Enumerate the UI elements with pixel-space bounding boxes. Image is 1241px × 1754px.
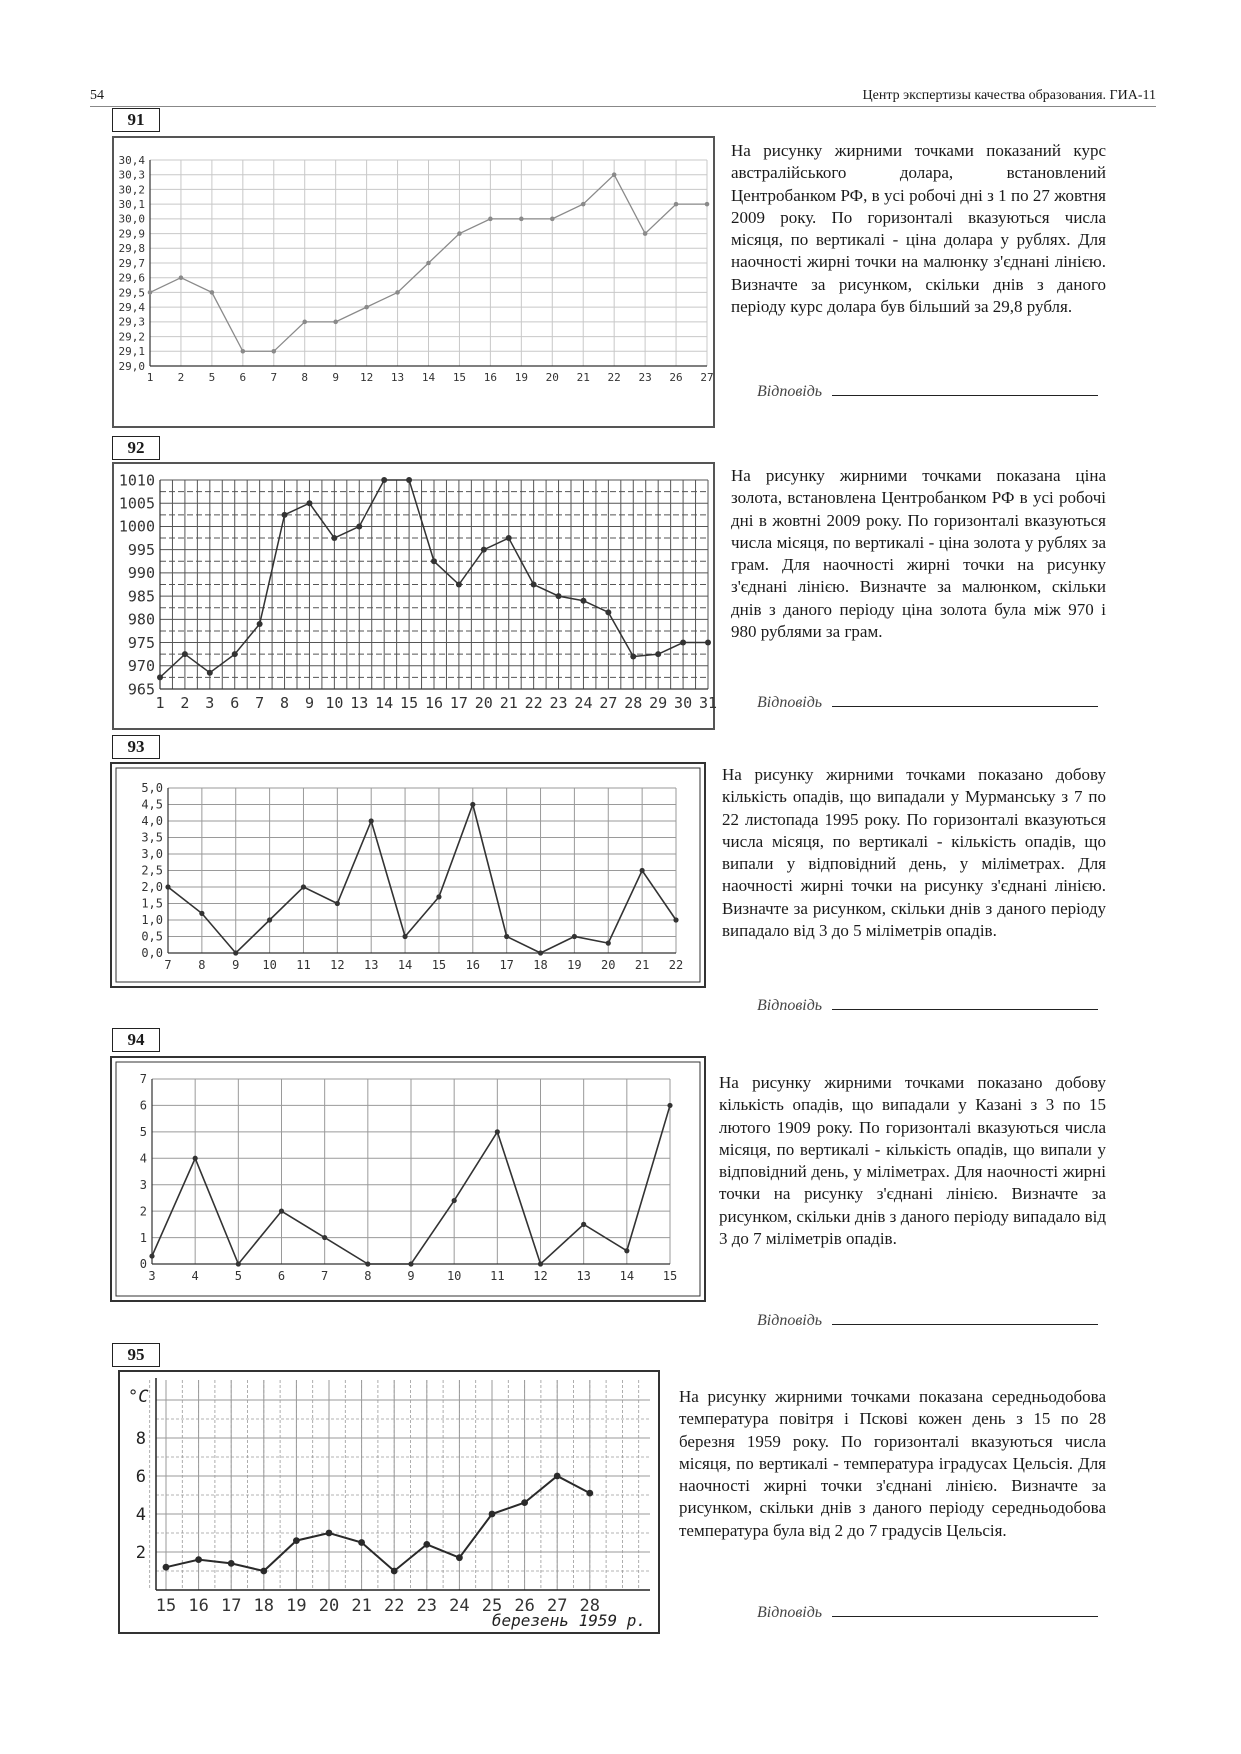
x-tick-label: 14 xyxy=(619,1269,635,1283)
data-point xyxy=(257,621,263,627)
x-tick-label: 17 xyxy=(449,694,468,712)
data-point xyxy=(550,217,555,222)
data-point xyxy=(488,217,493,222)
data-point xyxy=(301,884,306,889)
x-tick-label: 20 xyxy=(545,371,559,384)
data-point xyxy=(195,1556,202,1563)
y-tick-label: 29,1 xyxy=(118,345,145,359)
y-tick-label: 5,0 xyxy=(141,781,163,796)
task-number-94: 94 xyxy=(112,1028,160,1052)
x-tick-label: 6 xyxy=(277,1269,286,1283)
x-tick-label: 26 xyxy=(514,1596,535,1616)
data-point xyxy=(436,894,441,899)
y-tick-label: 1,5 xyxy=(141,896,163,911)
x-tick-label: 17 xyxy=(499,958,514,972)
x-tick-label: 3 xyxy=(205,694,215,712)
data-point xyxy=(260,1568,267,1575)
data-point xyxy=(163,1564,170,1571)
data-point xyxy=(521,1499,528,1506)
x-tick-label: 7 xyxy=(255,694,265,712)
data-point xyxy=(267,917,272,922)
x-tick-label: 13 xyxy=(363,958,379,972)
x-tick-label: 7 xyxy=(164,958,172,972)
data-point xyxy=(470,802,475,807)
x-tick-label: 16 xyxy=(188,1596,209,1616)
data-point xyxy=(165,884,170,889)
x-tick-label: 27 xyxy=(546,1596,568,1616)
data-point xyxy=(606,941,611,946)
data-point xyxy=(655,651,661,657)
chart-pskov-temp xyxy=(118,1370,660,1634)
y-tick-label: 29,5 xyxy=(118,286,145,300)
data-point xyxy=(358,1539,365,1546)
x-tick-label: 18 xyxy=(253,1596,275,1616)
data-point xyxy=(495,1129,500,1134)
data-point xyxy=(182,651,188,657)
data-point xyxy=(506,535,512,541)
y-tick-label: 6 xyxy=(139,1098,147,1113)
answer-field-95[interactable] xyxy=(832,1602,1098,1617)
x-tick-label: 21 xyxy=(576,371,590,384)
data-point xyxy=(406,477,412,483)
data-point xyxy=(580,598,586,604)
y-tick-label: 4,5 xyxy=(141,797,163,812)
x-tick-label: 24 xyxy=(449,1596,470,1616)
answer-row-92 xyxy=(757,692,1098,712)
data-point xyxy=(705,640,711,646)
x-tick-label: 28 xyxy=(579,1596,601,1616)
x-tick-label: 7 xyxy=(321,1269,329,1283)
x-tick-label: 15 xyxy=(452,371,467,384)
data-point xyxy=(531,582,537,588)
y-tick-label: 1000 xyxy=(118,517,155,536)
data-point xyxy=(364,305,369,310)
x-tick-label: 2 xyxy=(177,371,185,384)
data-point xyxy=(538,1261,543,1266)
x-tick-label: 5 xyxy=(234,1269,242,1283)
chart-aud-rate xyxy=(112,136,715,428)
x-tick-label: 22 xyxy=(607,371,621,384)
x-tick-label: 26 xyxy=(669,371,683,384)
data-point xyxy=(391,1568,398,1575)
y-tick-label: 5 xyxy=(139,1125,147,1140)
x-tick-label: 13 xyxy=(576,1269,591,1283)
x-tick-label: 23 xyxy=(416,1596,438,1616)
task-text-95: На рисунку жирними точками показана середньодобова температура повітря і Пскові кожен день з 15 по 28 березня 1959 року. По горизонталі вказуються числа місяця, по вертикалі - температура ігрaдусах Цельсія. Для наочності жирні точки з'єднані лінією. Визначте за рисунком, скільки днів з даного періоду середньодобова температура була від 2 до 7 градусів Цельсія. xyxy=(679,1387,1106,1540)
data-point xyxy=(302,320,307,325)
answer-label: Відповідь xyxy=(757,1604,823,1621)
y-tick-label: 30,3 xyxy=(118,168,145,182)
x-tick-label: 10 xyxy=(446,1269,462,1283)
task-number-95: 95 xyxy=(112,1343,160,1367)
chart-gold-price xyxy=(112,462,718,730)
data-point xyxy=(207,670,213,676)
x-tick-label: 8 xyxy=(198,958,206,972)
answer-row-94 xyxy=(757,1310,1098,1330)
x-tick-label: 21 xyxy=(351,1596,372,1616)
data-point xyxy=(306,500,312,506)
y-tick-label: 29,8 xyxy=(118,242,145,256)
answer-row-93 xyxy=(757,995,1098,1015)
x-tick-label: 15 xyxy=(431,958,447,972)
y-tick-label: 3 xyxy=(139,1177,147,1192)
chart-frame xyxy=(119,1371,659,1633)
x-tick-label: 9 xyxy=(232,958,240,972)
y-tick-label: 1010 xyxy=(118,471,155,490)
x-tick-label: 27 xyxy=(700,371,714,384)
data-point xyxy=(335,901,340,906)
chart-kazan-precip xyxy=(110,1056,706,1302)
y-tick-label: 970 xyxy=(127,657,155,676)
data-point xyxy=(504,934,509,939)
task-text-93: На рисунку жирними точками показано добову кількість опадів, що випадали у Мурманську з 7 по 22 листопада 1995 року. По горизонталі вказуються числа місяця, по вертикалі - кількість опадів, що випали у відповідний день, у міліметрах. Для наочності жирні точки на рисунку з'єднані лінією. Визначте за рисунком, скільки днів з даного періоду випадало від 3 до 5 міліметрів опадів. xyxy=(722,765,1106,941)
y-tick-label: 965 xyxy=(127,680,155,699)
data-point xyxy=(408,1261,413,1266)
data-point xyxy=(381,477,387,483)
data-point xyxy=(402,934,407,939)
y-tick-label: 29,6 xyxy=(118,271,145,285)
data-point xyxy=(282,512,288,518)
data-point xyxy=(293,1537,300,1544)
data-point xyxy=(572,934,577,939)
x-tick-label: 27 xyxy=(599,694,618,712)
data-point xyxy=(271,349,276,354)
x-tick-label: 19 xyxy=(514,371,528,384)
y-tick-label: 29,4 xyxy=(118,300,145,314)
chart-annotation: березень 1959 р. xyxy=(491,1611,646,1630)
answer-label: Відповідь xyxy=(757,383,823,400)
x-tick-label: 28 xyxy=(624,694,643,712)
y-tick-label: 2,5 xyxy=(141,863,163,878)
y-tick-label: 980 xyxy=(127,610,155,629)
y-axis-label: °C xyxy=(128,1387,149,1407)
answer-field-91[interactable] xyxy=(832,381,1098,396)
data-point xyxy=(705,202,710,207)
y-tick-label: 1 xyxy=(139,1230,147,1245)
x-tick-label: 7 xyxy=(270,371,278,384)
answer-label: Відповідь xyxy=(757,1312,823,1329)
data-point xyxy=(331,535,337,541)
answer-field-92[interactable] xyxy=(832,692,1098,707)
x-tick-label: 16 xyxy=(424,694,444,712)
y-tick-label: 4,0 xyxy=(141,814,163,829)
data-point xyxy=(674,202,679,207)
y-tick-label: 30,2 xyxy=(118,183,145,197)
x-tick-label: 24 xyxy=(574,694,593,712)
chart-murmansk-precip xyxy=(110,762,706,988)
x-tick-label: 25 xyxy=(481,1596,503,1616)
x-tick-label: 8 xyxy=(364,1269,372,1283)
y-tick-label: 2 xyxy=(139,1204,147,1219)
data-point xyxy=(456,1554,463,1561)
data-point xyxy=(148,290,153,295)
y-tick-label: 0,0 xyxy=(141,946,163,961)
data-point xyxy=(232,651,238,657)
x-tick-label: 8 xyxy=(280,694,290,712)
data-point xyxy=(612,172,617,177)
x-tick-label: 20 xyxy=(474,694,493,712)
data-point xyxy=(233,950,238,955)
x-tick-label: 13 xyxy=(390,371,405,384)
task-number-93: 93 xyxy=(112,735,160,759)
x-tick-label: 6 xyxy=(239,371,247,384)
x-tick-label: 12 xyxy=(533,1269,548,1283)
data-point xyxy=(481,547,487,553)
data-point xyxy=(179,275,184,280)
data-point xyxy=(193,1156,198,1161)
data-point xyxy=(369,818,374,823)
x-tick-label: 16 xyxy=(465,958,481,972)
y-tick-label: 975 xyxy=(127,633,155,652)
data-point xyxy=(667,1103,672,1108)
page-header-title: Центр экспертизы качества образования. ГИА-11 xyxy=(862,88,1156,103)
y-tick-label: 30,1 xyxy=(118,197,145,211)
answer-field-94[interactable] xyxy=(832,1310,1098,1325)
y-tick-label: 3,0 xyxy=(141,847,163,862)
data-point xyxy=(157,674,163,680)
data-point xyxy=(333,320,338,325)
x-tick-label: 16 xyxy=(483,371,498,384)
x-tick-label: 14 xyxy=(375,694,394,712)
y-tick-label: 7 xyxy=(139,1072,147,1087)
y-tick-label: 29,0 xyxy=(118,359,145,373)
data-point xyxy=(456,582,462,588)
x-tick-label: 23 xyxy=(549,694,568,712)
data-point xyxy=(581,202,586,207)
data-point xyxy=(605,609,611,615)
x-tick-label: 23 xyxy=(638,371,652,384)
y-tick-label: 29,2 xyxy=(118,330,145,344)
x-tick-label: 10 xyxy=(325,694,344,712)
data-point xyxy=(556,593,562,599)
y-tick-label: 2,0 xyxy=(141,880,163,895)
data-point xyxy=(210,290,215,295)
x-tick-label: 5 xyxy=(208,371,216,384)
data-point xyxy=(426,261,431,266)
x-tick-label: 11 xyxy=(296,958,311,972)
data-point xyxy=(228,1560,235,1567)
data-point xyxy=(673,917,678,922)
y-tick-label: 1005 xyxy=(118,494,155,513)
y-tick-label: 30,4 xyxy=(118,153,145,167)
data-point xyxy=(322,1235,327,1240)
data-point xyxy=(586,1490,593,1497)
data-point xyxy=(643,231,648,236)
x-tick-label: 4 xyxy=(191,1269,199,1283)
x-tick-label: 2 xyxy=(180,694,190,712)
y-tick-label: 1,0 xyxy=(141,913,163,928)
x-tick-label: 21 xyxy=(499,694,518,712)
x-tick-label: 29 xyxy=(649,694,668,712)
x-tick-label: 19 xyxy=(567,958,582,972)
x-tick-label: 9 xyxy=(407,1269,415,1283)
header-divider xyxy=(90,106,1156,107)
x-tick-label: 11 xyxy=(490,1269,505,1283)
x-tick-label: 9 xyxy=(304,694,314,712)
x-tick-label: 1 xyxy=(146,371,154,384)
data-point xyxy=(423,1541,430,1548)
x-tick-label: 15 xyxy=(400,694,419,712)
x-tick-label: 1 xyxy=(155,694,165,712)
x-tick-label: 30 xyxy=(674,694,693,712)
task-text-91: На рисунку жирними точками показаний курс австралійського долара, встановлений Центробанком РФ, в усі робочі дні з 1 по 27 жовтня 2009 року. По горизонталі вказуються числа місяця, по вертикалі - ціна долара у рублях. Для наочності жирні точки на малюнку з'єднані лінією. Визначте за рисунком, скільки днів з даного періоду курс долара був більший за 29,8 рубля. xyxy=(731,141,1106,317)
x-tick-label: 14 xyxy=(397,958,413,972)
x-tick-label: 17 xyxy=(220,1596,242,1616)
y-tick-label: 0,5 xyxy=(141,929,163,944)
y-tick-label: 995 xyxy=(127,540,155,559)
data-point xyxy=(581,1222,586,1227)
y-tick-label: 0 xyxy=(139,1257,147,1272)
x-tick-label: 10 xyxy=(262,958,277,972)
data-point xyxy=(431,558,437,564)
x-tick-label: 13 xyxy=(350,694,369,712)
y-tick-label: 29,3 xyxy=(118,315,145,329)
data-point xyxy=(554,1473,561,1480)
data-point xyxy=(519,217,524,222)
y-tick-label: 3,5 xyxy=(141,830,163,845)
answer-row-91 xyxy=(757,381,1098,401)
x-tick-label: 20 xyxy=(318,1596,340,1616)
answer-label: Відповідь xyxy=(757,694,823,711)
x-tick-label: 12 xyxy=(359,371,374,384)
y-tick-label: 990 xyxy=(127,564,155,583)
x-tick-label: 15 xyxy=(155,1596,177,1616)
data-point xyxy=(630,653,636,659)
x-tick-label: 22 xyxy=(383,1596,405,1616)
x-tick-label: 21 xyxy=(634,958,650,972)
x-tick-label: 8 xyxy=(301,371,309,384)
x-tick-label: 14 xyxy=(421,371,436,384)
answer-field-93[interactable] xyxy=(832,995,1098,1010)
x-tick-label: 9 xyxy=(332,371,339,384)
y-tick-label: 2 xyxy=(135,1543,146,1563)
y-tick-label: 30,0 xyxy=(118,212,145,226)
x-tick-label: 19 xyxy=(286,1596,307,1616)
task-text-92: На рисунку жирними точками показана ціна золота, встановлена Центробанком РФ в усі робочі дні в жовтні 2009 року. По горизонталі вказуються числа місяця, по вертикалі - ціна золота у рублях за грам. Для наочності жирні точки на рисунку з'єднані лінією. Визначте за малюнком, скільки днів з даного періоду ціна золота була між 970 і 980 рублями за грам. xyxy=(731,466,1106,642)
x-tick-label: 15 xyxy=(662,1269,678,1283)
y-tick-label: 6 xyxy=(135,1467,146,1487)
chart-frame xyxy=(113,137,714,427)
x-tick-label: 22 xyxy=(524,694,543,712)
y-tick-label: 4 xyxy=(135,1505,146,1525)
x-tick-label: 31 xyxy=(698,694,718,712)
data-point xyxy=(326,1530,333,1537)
y-tick-label: 29,7 xyxy=(118,256,145,270)
data-point xyxy=(680,640,686,646)
y-tick-label: 8 xyxy=(135,1429,146,1449)
x-tick-label: 22 xyxy=(668,958,684,972)
data-point xyxy=(457,231,462,236)
data-point xyxy=(149,1253,154,1258)
x-tick-label: 12 xyxy=(330,958,345,972)
data-point xyxy=(489,1511,496,1518)
y-tick-label: 29,9 xyxy=(118,227,145,241)
y-tick-label: 4 xyxy=(139,1151,147,1166)
data-point xyxy=(624,1248,629,1253)
data-point xyxy=(640,868,645,873)
answer-row-95 xyxy=(757,1602,1098,1622)
data-point xyxy=(279,1209,284,1214)
data-point xyxy=(538,950,543,955)
task-number-92: 92 xyxy=(112,436,160,460)
y-tick-label: 985 xyxy=(127,587,155,606)
data-point xyxy=(395,290,400,295)
task-number-91: 91 xyxy=(112,108,160,132)
data-point xyxy=(365,1261,370,1266)
x-tick-label: 6 xyxy=(230,694,240,712)
data-point xyxy=(356,523,362,529)
page-number: 54 xyxy=(90,88,104,103)
x-tick-label: 18 xyxy=(533,958,548,972)
x-tick-label: 3 xyxy=(148,1269,156,1283)
data-point xyxy=(236,1261,241,1266)
data-point xyxy=(241,349,246,354)
data-point xyxy=(199,911,204,916)
answer-label: Відповідь xyxy=(757,997,823,1014)
x-tick-label: 20 xyxy=(601,958,616,972)
data-point xyxy=(452,1198,457,1203)
task-text-94: На рисунку жирними точками показано добову кількість опадів, що випадали у Казані з 3 по 15 лютого 1909 року. По горизонталі вказуються числа місяця, по вертикалі - кількість опадів, що випали у відповідний день, у міліметрах. Для наочності жирні точки на рисунку з'єднані лінією. Визначте за рисунком, скільки днів з даного періоду випадало від 3 до 7 міліметрів опадів. xyxy=(719,1073,1106,1249)
